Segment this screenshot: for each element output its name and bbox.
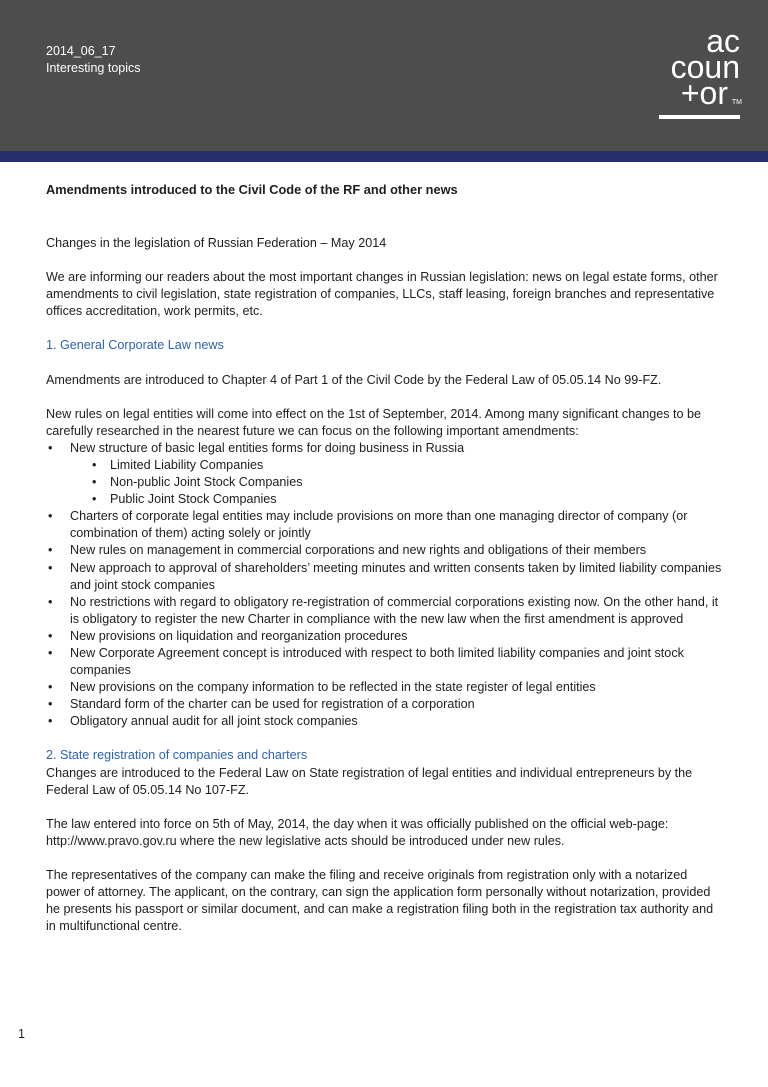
header-subtitle: Interesting topics <box>46 61 141 75</box>
list-item: • New provisions on liquidation and reorganization procedures <box>46 628 722 645</box>
sublist-item: • Public Joint Stock Companies <box>90 491 722 508</box>
list-item <box>46 440 722 508</box>
list-item: • Charters of corporate legal entities may include provisions on more than one managing director of company (or combination of them) acting solely or jointly <box>46 508 722 542</box>
logo-line-1: ac <box>706 26 740 59</box>
logo-line-3: +or <box>680 75 728 111</box>
accountor-logo <box>656 26 742 122</box>
entity-forms-sublist <box>70 457 722 508</box>
section-1-heading: 1. General Corporate Law news <box>46 338 224 353</box>
section-2-heading: 2. State registration of companies and charters <box>46 748 308 763</box>
logo-line-2: coun <box>670 49 740 85</box>
intro-paragraph: We are informing our readers about the most important changes in Russian legislation: news on legal estate forms, other amendments to civil legislation, state registration of companies, LLCs, staff leasing, foreign branches and representative offices accreditation, work permits, etc. <box>46 270 718 319</box>
sublist-item: • Limited Liability Companies <box>90 457 722 474</box>
list-item: • No restrictions with regard to obligatory re-registration of commercial corporations existing now. On the other hand, it is obligatory to register the new Charter in compliance with the new law when the first amendment is approved <box>46 594 722 628</box>
list-item-text: New structure of basic legal entities forms for doing business in Russia <box>70 440 465 455</box>
header-accent-band <box>0 151 768 162</box>
document-title: Amendments introduced to the Civil Code of the RF and other news <box>46 182 458 197</box>
list-item: • New provisions on the company information to be reflected in the state register of legal entities <box>46 679 722 696</box>
header-date: 2014_06_17 <box>46 44 116 58</box>
section-2-paragraph-2: The law entered into force on 5th of May, 2014, the day when it was officially published on the official web-page: http://www.pravo.gov.ru where the new legislative acts should be introduced under new rules. <box>46 816 669 848</box>
intro-heading: Changes in the legislation of Russian Federation – May 2014 <box>46 236 387 251</box>
logo-tm: TM <box>731 99 742 106</box>
section-2-paragraph-3: The representatives of the company can make the filing and receive originals from registration only with a notarized power of attorney. The applicant, on the contrary, can sign the application form personally without notarization, provided he presents his passport or similar document, and can make a registration filing both in the registration tax authority and in multifunctional centre. <box>46 867 714 934</box>
logo-underline <box>659 115 740 119</box>
list-item: • Obligatory annual audit for all joint stock companies <box>46 713 722 730</box>
sublist-item: • Non-public Joint Stock Companies <box>90 474 722 491</box>
list-item: • New Corporate Agreement concept is introduced with respect to both limited liability companies and joint stock companies <box>46 645 722 679</box>
page-header <box>0 0 768 151</box>
list-item: • Standard form of the charter can be used for registration of a corporation <box>46 696 722 713</box>
amendments-list <box>46 440 722 731</box>
list-item: • New rules on management in commercial corporations and new rights and obligations of their members <box>46 542 722 559</box>
header-meta <box>46 43 141 77</box>
page-number: 1 <box>18 1027 25 1041</box>
document-body <box>46 181 722 935</box>
section-2-paragraph-1: Changes are introduced to the Federal Law on State registration of legal entities and individual entrepreneurs by the Federal Law of 05.05.14 No 107-FZ. <box>46 765 693 797</box>
section-1-paragraph-1: Amendments are introduced to Chapter 4 of Part 1 of the Civil Code by the Federal Law of 05.05.14 No 99-FZ. <box>46 372 662 387</box>
list-item: • New approach to approval of shareholders’ meeting minutes and written consents taken by limited liability companies and joint stock companies <box>46 560 722 594</box>
section-1-paragraph-2: New rules on legal entities will come into effect on the 1st of September, 2014. Among many significant changes to be carefully researched in the nearest future we can focus on the following important amendments: <box>46 406 702 438</box>
